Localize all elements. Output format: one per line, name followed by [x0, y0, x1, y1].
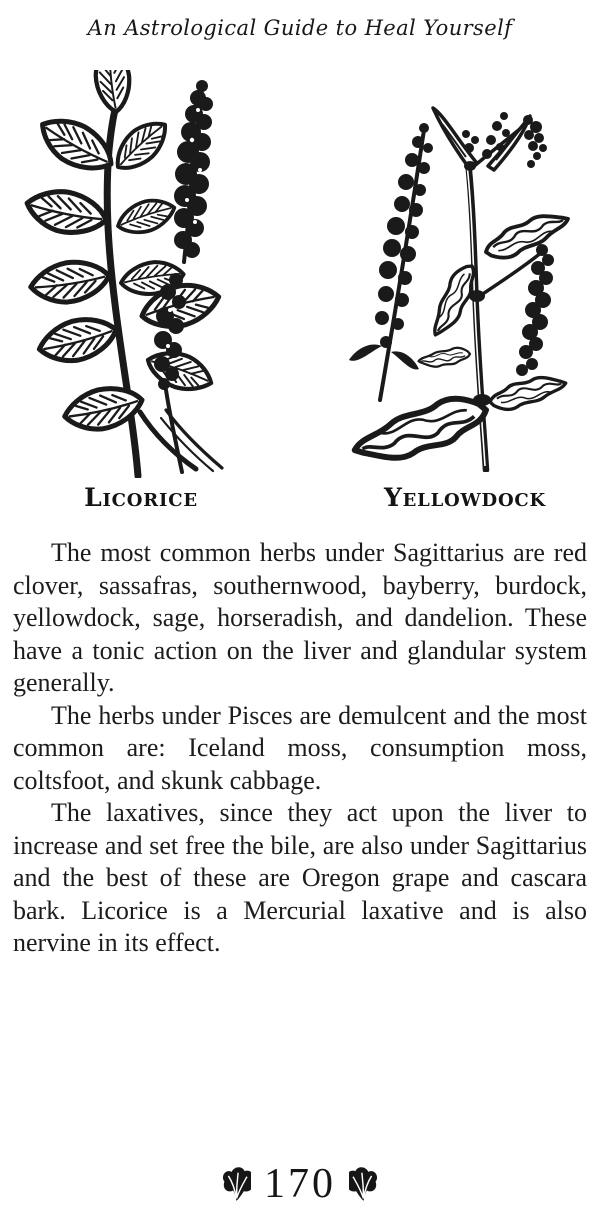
yellowdock-caption: Yellowdock: [383, 483, 547, 512]
page-number: 170: [264, 1161, 336, 1207]
paragraph-laxatives: The laxatives, since they act upon the liver to increase and set free the bile, are also under Sagittarius and the best of these are Oregon grape and cascara bark. Licorice is a Mercurial laxative and is also nervine in its effect.: [13, 798, 587, 957]
body-text: [13, 537, 587, 960]
yellowdock-plant-icon: [336, 102, 574, 472]
leaf-fleuron-right-icon: [349, 1164, 378, 1204]
page-footer: [0, 1162, 600, 1206]
paragraph-sagittarius-herbs: The most common herbs under Sagittarius are red clover, sassafras, southernwood, bayberry, burdock, yellowdock, sage, horseradish, and dandelion. These have a tonic action on the liver and glandular system generally.: [13, 538, 587, 697]
licorice-illustration: [16, 70, 264, 478]
licorice-plant-icon: [16, 70, 264, 478]
licorice-caption: Licorice: [84, 483, 198, 512]
running-head: An Astrological Guide to Heal Yourself: [87, 16, 513, 40]
paragraph-pisces-herbs: The herbs under Pisces are demulcent and the most common are: Iceland moss, consumption moss, coltsfoot, and skunk cabbage.: [13, 700, 587, 795]
yellowdock-illustration: [336, 102, 574, 472]
leaf-fleuron-left-icon: [222, 1164, 251, 1204]
